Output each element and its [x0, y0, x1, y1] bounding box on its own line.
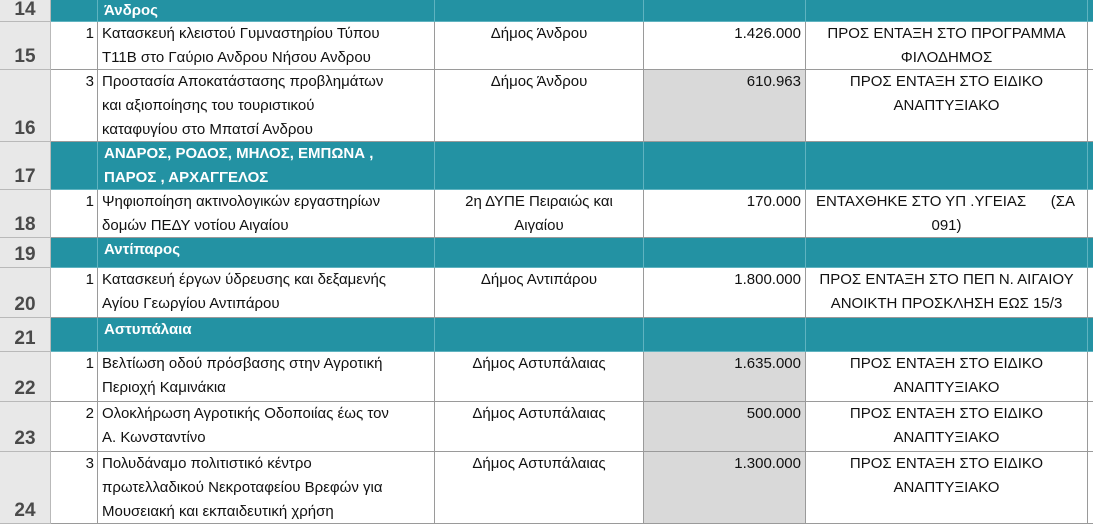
table-row: [0, 268, 1093, 318]
region-cell[interactable]: Άνδρος: [98, 0, 435, 22]
status-line: ΠΡΟΣ ΕΝΤΑΞΗ ΣΤΟ ΕΙΔΙΚΟ: [849, 405, 1044, 422]
seq-cell[interactable]: 1: [51, 22, 98, 70]
body-cell[interactable]: Δήμος Αστυπάλαιας: [435, 452, 644, 524]
cell[interactable]: [51, 318, 98, 352]
cell[interactable]: [435, 142, 644, 190]
body-cell[interactable]: Δήμος Άνδρου: [435, 22, 644, 70]
amount-cell[interactable]: 1.300.000: [644, 452, 806, 524]
table-row: [0, 142, 1093, 190]
table-row: [0, 452, 1093, 524]
cell[interactable]: [806, 0, 1088, 22]
status-cell[interactable]: [806, 268, 1088, 318]
row-header[interactable]: 20: [0, 268, 51, 318]
title-line: Προστασία Αποκατάστασης προβλημάτων: [102, 73, 384, 90]
row-header[interactable]: 14: [0, 0, 51, 22]
region-cell[interactable]: [98, 142, 435, 190]
status-line: ΠΡΟΣ ΕΝΤΑΞΗ ΣΤΟ ΕΙΔΙΚΟ: [849, 73, 1044, 90]
region-cell[interactable]: Αστυπάλαια: [98, 318, 435, 352]
row-header[interactable]: 24: [0, 452, 51, 524]
seq-cell[interactable]: 1: [51, 268, 98, 318]
cell[interactable]: [1088, 452, 1093, 524]
title-line: δομών ΠΕΔΥ νοτίου Αιγαίου: [102, 217, 289, 234]
status-line: ΠΡΟΣ ΕΝΤΑΞΗ ΣΤΟ ΕΙΔΙΚΟ: [849, 455, 1044, 472]
title-line: και αξιοποίησης του τουριστικού: [102, 97, 315, 114]
region-line: ΠΑΡΟΣ , ΑΡΧΑΓΓΕΛΟΣ: [104, 169, 269, 186]
title-line: Κατασκευή κλειστού Γυμναστηρίου Τύπου: [102, 25, 380, 42]
status-text: (ΣΑ: [1050, 193, 1075, 210]
cell[interactable]: [1088, 70, 1093, 142]
cell[interactable]: [51, 238, 98, 268]
title-line: Μουσειακή και εκπαιδευτική χρήση: [102, 503, 334, 520]
table-row: [0, 70, 1093, 142]
amount-cell[interactable]: 1.635.000: [644, 352, 806, 402]
seq-cell[interactable]: 2: [51, 402, 98, 452]
body-cell[interactable]: Δήμος Άνδρου: [435, 70, 644, 142]
body-cell[interactable]: Δήμος Αστυπάλαιας: [435, 402, 644, 452]
title-cell[interactable]: [98, 402, 435, 452]
table-row: [0, 190, 1093, 238]
status-cell[interactable]: [806, 22, 1088, 70]
title-line: πρωτελλαδικού Νεκροταφείου Βρεφών για: [102, 479, 383, 496]
title-cell[interactable]: [98, 190, 435, 238]
amount-cell[interactable]: 170.000: [644, 190, 806, 238]
row-header[interactable]: 19: [0, 238, 51, 268]
amount-cell[interactable]: 500.000: [644, 402, 806, 452]
body-line: Αιγαίου: [514, 217, 564, 234]
body-cell[interactable]: Δήμος Αστυπάλαιας: [435, 352, 644, 402]
status-line: ΑΝΑΠΤΥΞΙΑΚΟ: [893, 379, 1000, 396]
status-line: ΠΡΟΣ ΕΝΤΑΞΗ ΣΤΟ ΕΙΔΙΚΟ: [849, 355, 1044, 372]
cell[interactable]: [1088, 0, 1093, 22]
body-cell[interactable]: Δήμος Αντιπάρου: [435, 268, 644, 318]
cell[interactable]: [1088, 268, 1093, 318]
status-cell[interactable]: [806, 190, 1088, 238]
row-header[interactable]: 16: [0, 70, 51, 142]
amount-cell[interactable]: 1.426.000: [644, 22, 806, 70]
status-line: ΑΝΑΠΤΥΞΙΑΚΟ: [893, 479, 1000, 496]
seq-cell[interactable]: 1: [51, 352, 98, 402]
cell[interactable]: [806, 142, 1088, 190]
title-cell[interactable]: [98, 452, 435, 524]
title-line: Ψηφιοποίηση ακτινολογικών εργαστηρίων: [102, 193, 381, 210]
cell[interactable]: [1088, 318, 1093, 352]
cell[interactable]: [435, 238, 644, 268]
status-cell[interactable]: [806, 402, 1088, 452]
title-line: Περιοχή Καμινάκια: [102, 379, 226, 396]
table-row: [0, 352, 1093, 402]
table-row: [0, 318, 1093, 352]
status-line: ΑΝΑΠΤΥΞΙΑΚΟ: [893, 429, 1000, 446]
cell[interactable]: [1088, 190, 1093, 238]
title-line: Κατασκευή έργων ύδρευσης και δεξαμενής: [102, 271, 387, 288]
table-row: [0, 238, 1093, 268]
cell[interactable]: [51, 142, 98, 190]
seq-cell[interactable]: 3: [51, 70, 98, 142]
status-cell[interactable]: [806, 352, 1088, 402]
cell[interactable]: [644, 142, 806, 190]
cell[interactable]: [1088, 22, 1093, 70]
title-line: Α. Κωνσταντίνο: [102, 429, 206, 446]
amount-cell[interactable]: 1.800.000: [644, 268, 806, 318]
status-cell[interactable]: [806, 452, 1088, 524]
cell[interactable]: [1088, 238, 1093, 268]
cell[interactable]: [806, 238, 1088, 268]
title-line: Ολοκλήρωση Αγροτικής Οδοποιίας έως τον: [102, 405, 389, 422]
status-line: ΑΝΟΙΚΤΗ ΠΡΟΣΚΛΗΣΗ ΕΩΣ 15/3: [830, 295, 1063, 312]
row-header[interactable]: 18: [0, 190, 51, 238]
title-line: Βελτίωση οδού πρόσβασης στην Αγροτική: [102, 355, 383, 372]
status-cell[interactable]: [806, 70, 1088, 142]
cell[interactable]: [806, 318, 1088, 352]
row-header[interactable]: 23: [0, 402, 51, 452]
title-line: T11B στο Γαύριο Ανδρου Νήσου Ανδρου: [102, 49, 371, 66]
title-cell[interactable]: [98, 22, 435, 70]
status-line: 091): [931, 217, 962, 234]
region-cell[interactable]: Αντίπαρος: [98, 238, 435, 268]
status-line: ΑΝΑΠΤΥΞΙΑΚΟ: [893, 97, 1000, 114]
cell[interactable]: [435, 0, 644, 22]
seq-cell[interactable]: 1: [51, 190, 98, 238]
cell[interactable]: [1088, 402, 1093, 452]
title-line: καταφυγίου στο Μπατσί Ανδρου: [102, 121, 313, 138]
status-line: [806, 190, 1087, 214]
row-header[interactable]: 22: [0, 352, 51, 402]
table-row: [0, 22, 1093, 70]
table-row: [0, 0, 1093, 22]
title-cell[interactable]: [98, 268, 435, 318]
cell[interactable]: [644, 0, 806, 22]
row-header[interactable]: 21: [0, 318, 51, 352]
status-text: ΕΝΤΑΧΘΗΚΕ ΣΤΟ ΥΠ .ΥΓΕΙΑΣ: [816, 193, 1027, 210]
status-line: ΠΡΟΣ ΕΝΤΑΞΗ ΣΤΟ ΠΕΠ Ν. ΑΙΓΑΙΟΥ: [819, 271, 1074, 288]
table-row: [0, 402, 1093, 452]
title-line: Πολυδάναμο πολιτιστικό κέντρο: [102, 455, 312, 472]
amount-cell[interactable]: 610.963: [644, 70, 806, 142]
cell[interactable]: [1088, 352, 1093, 402]
row-header[interactable]: 15: [0, 22, 51, 70]
title-cell[interactable]: [98, 70, 435, 142]
region-line: ΑΝΔΡΟΣ, ΡΟΔΟΣ, ΜΗΛΟΣ, ΕΜΠΩΝΑ ,: [104, 145, 374, 162]
cell[interactable]: [644, 318, 806, 352]
body-cell[interactable]: [435, 190, 644, 238]
cell[interactable]: [435, 318, 644, 352]
status-line: ΠΡΟΣ ΕΝΤΑΞΗ ΣΤΟ ΠΡΟΓΡΑΜΜΑ: [827, 25, 1066, 42]
cell[interactable]: [644, 238, 806, 268]
status-line: ΦΙΛΟΔΗΜΟΣ: [900, 49, 993, 66]
cell[interactable]: [51, 0, 98, 22]
body-line: 2η ΔΥΠΕ Πειραιώς και: [465, 193, 613, 210]
cell[interactable]: [1088, 142, 1093, 190]
title-cell[interactable]: [98, 352, 435, 402]
title-line: Αγίου Γεωργίου Αντιπάρου: [102, 295, 280, 312]
row-header[interactable]: 17: [0, 142, 51, 190]
seq-cell[interactable]: 3: [51, 452, 98, 524]
